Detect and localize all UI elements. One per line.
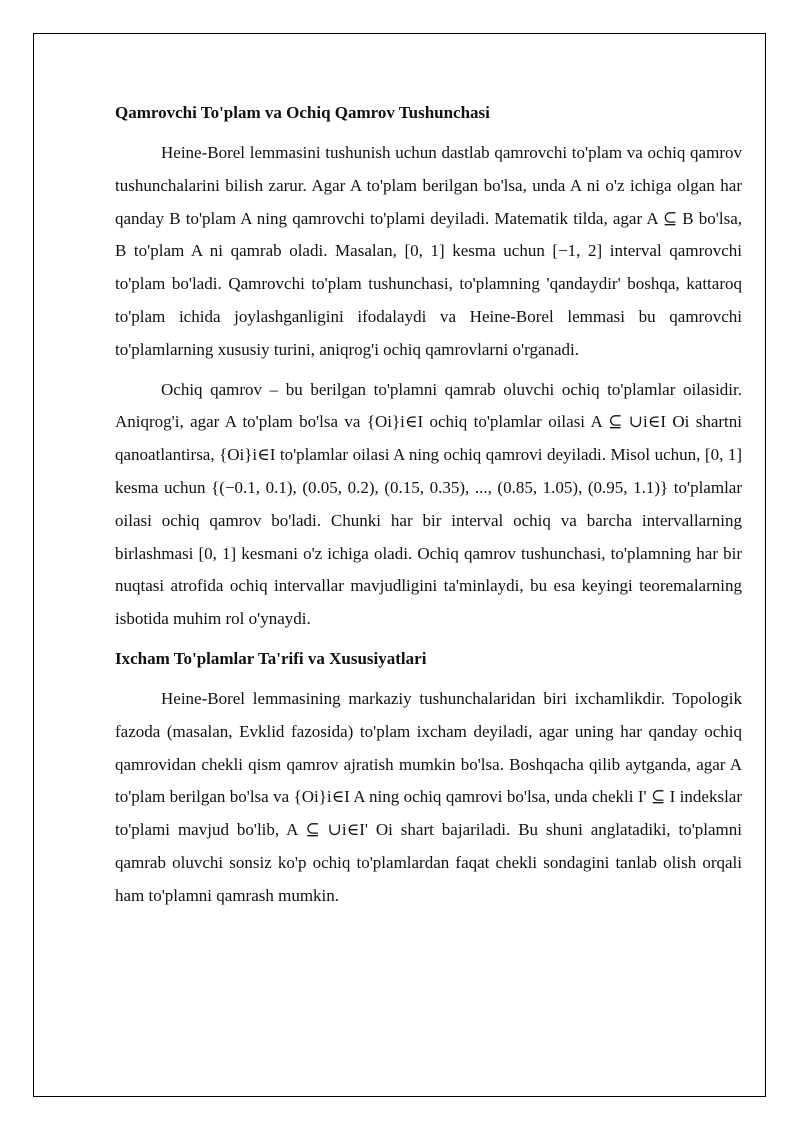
paragraph-covering-set: Heine-Borel lemmasini tushunish uchun dastlab qamrovchi to'plam va ochiq qamrov tushunchalarini bilish zarur. Agar A to'plam berilgan bo'lsa, unda A ni o'z ichiga olgan har qanday B to'plam A ning qamrovchi to'plami deyiladi. Matematik tilda, agar A ⊆ B bo'lsa, B to'plam A ni qamrab oladi. Masalan, [0, 1] kesma uchun [−1, 2] interval qamrovchi to'plam bo'ladi. Qamrovchi to'plam tushunchasi, to'plamning 'qandaydir' boshqa, kattaroq to'plam ichida joylashganligini ifodalaydi va Heine-Borel lemmasi bu qamrovchi to'plamlarning xususiy turini, aniqrog'i ochiq qamrovlarni o'rganadi. (115, 143, 742, 359)
section-heading-compact-sets: Ixcham To'plamlar Ta'rifi va Xususiyatlari (115, 648, 427, 668)
paragraph-open-cover: Ochiq qamrov – bu berilgan to'plamni qamrab oluvchi ochiq to'plamlar oilasidir. Aniqrog'i, agar A to'plam bo'lsa va {Oi}i∈I ochiq to'plamlar oilasi A ⊆ ∪i∈I Oi shartni qanoatlantirsa, {Oi}i∈I to'plamlar oilasi A ning ochiq qamrovi deyiladi. Misol uchun, [0, 1] kesma uchun {(−0.1, 0.1), (0.05, 0.2), (0.15, 0.35), ..., (0.85, 1.05), (0.95, 1.1)} to'plamlar oilasi ochiq qamrov bo'ladi. Chunki har bir interval ochiq va barcha intervallarning birlashmasi [0, 1] kesmani o'z ichiga oladi. Ochiq qamrov tushunchasi, to'plamning har bir nuqtasi atrofida ochiq intervallar mavjudligini ta'minlaydi, bu esa keyingi teoremalarning isbotida muhim rol o'ynaydi. (115, 379, 742, 629)
paragraph-compactness: Heine-Borel lemmasining markaziy tushunchalaridan biri ixchamlikdir. Topologik fazoda (masalan, Evklid fazosida) to'plam ixcham deyiladi, agar uning har qanday ochiq qamrovidan chekli qism qamrov ajratish mumkin bo'lsa. Boshqacha qilib aytganda, agar A to'plam berilgan bo'lsa va {Oi}i∈I A ning ochiq qamrovi bo'lsa, unda chekli I' ⊆ I indekslar to'plami mavjud bo'lib, A ⊆ ∪i∈I' Oi shart bajariladi. Bu shuni anglatadiki, to'plamni qamrab oluvchi sonsiz ko'p ochiq to'plamlardan faqat chekli sondagini tanlab olish orqali ham to'plamni qamrash mumkin. (115, 688, 742, 905)
document-body (115, 97, 742, 920)
section-heading-covering-sets: Qamrovchi To'plam va Ochiq Qamrov Tushunchasi (115, 103, 490, 122)
